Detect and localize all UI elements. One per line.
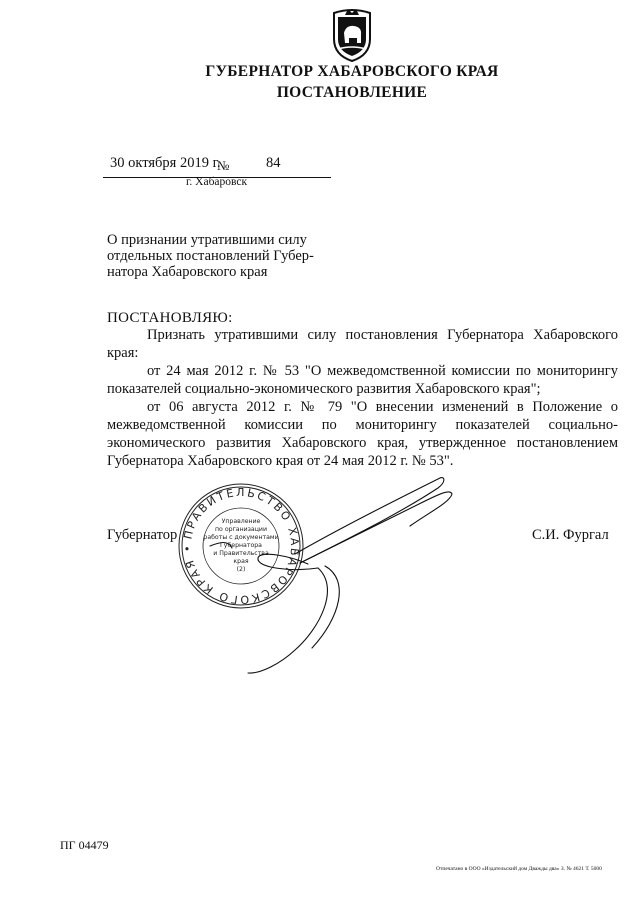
svg-text:по организации: по организации	[215, 526, 267, 533]
body-paragraph: от 06 августа 2012 г. № 79 "О внесении изменений в Положение о межведомственной комиссии по мониторингу показателей социально-экономического развития Хабаровского края, утвержденное постановлением Губернатора Хабаровского края от 24 мая 2012 г. № 53".	[107, 399, 618, 469]
body-paragraph: Признать утратившими силу постановления Губернатора Хабаровского края:	[107, 327, 618, 361]
svg-text:Губернатора: Губернатора	[220, 542, 262, 549]
khabarovsk-coat-of-arms-icon	[328, 5, 376, 63]
signer-name: С.И. Фургал	[532, 527, 609, 543]
handwritten-signature	[200, 468, 470, 678]
svg-text:работы с документами: работы с документами	[203, 534, 279, 541]
signer-title: Губернатор	[107, 527, 178, 543]
decree-word: ПОСТАНОВЛЯЮ:	[107, 310, 233, 326]
svg-text:Управление: Управление	[221, 518, 261, 525]
document-city: г. Хабаровск	[186, 176, 248, 188]
document-type-heading: ПОСТАНОВЛЕНИЕ	[276, 84, 428, 101]
svg-text:края: края	[233, 558, 249, 565]
subject-line: отдельных постановлений Губер-	[107, 248, 314, 264]
document-number: 84	[266, 155, 281, 171]
authority-heading: ГУБЕРНАТОР ХАБАРОВСКОГО КРАЯ	[205, 63, 499, 80]
svg-text:и Правительства: и Правительства	[213, 550, 269, 557]
document-date: 30 октября 2019 г.	[110, 155, 221, 171]
subject-line: О признании утратившими силу	[107, 232, 307, 248]
body-paragraph: от 24 мая 2012 г. № 53 "О межведомственной комиссии по мониторингу показателей социально-экономического развития Хабаровского края";	[107, 363, 618, 397]
svg-text:(2): (2)	[236, 566, 246, 573]
number-sign: №	[217, 158, 230, 173]
document-code: ПГ 04479	[60, 838, 109, 852]
document-subject	[107, 232, 329, 280]
subject-line: натора Хабаровского края	[107, 264, 268, 280]
printer-note: Отпечатано в ООО «Издательский дом Дважды два» З. № 4621 Т. 5000	[436, 866, 602, 872]
document-body	[107, 326, 618, 470]
svg-text:ПРАВИТЕЛЬСТВО ХАБАРОВСКОГО КРА: ПРАВИТЕЛЬСТВО ХАБАРОВСКОГО КРАЯ •	[180, 485, 302, 607]
